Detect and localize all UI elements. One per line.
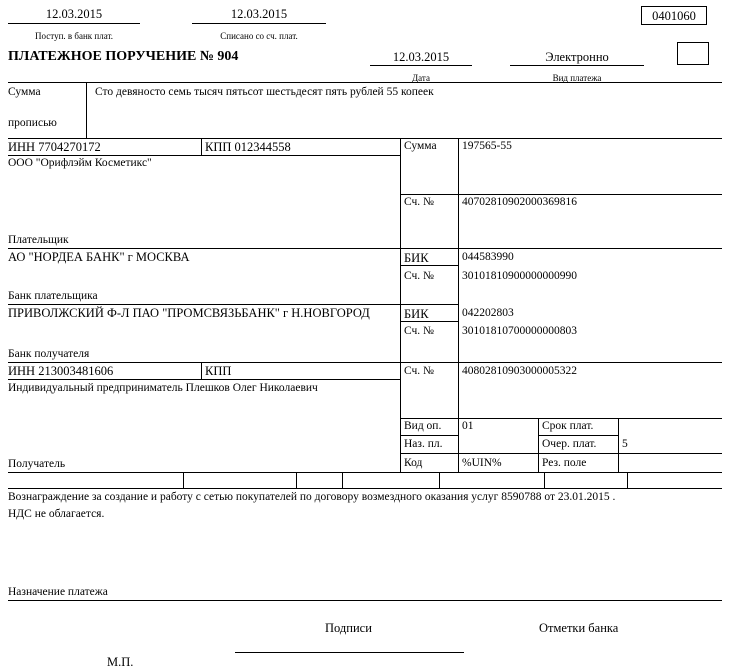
- received-date-label: Поступ. в банк плат.: [35, 31, 113, 41]
- payment-type-line: [510, 65, 644, 66]
- received-date: 12.03.2015: [45, 7, 103, 21]
- payer-bank-account-label: Сч. №: [404, 270, 435, 282]
- tax-field-divider-3: [342, 472, 343, 488]
- recipient-bank-account: 30101810700000000803: [462, 325, 577, 337]
- operation-divider-2: [618, 418, 619, 472]
- payment-type-label: Вид платежа: [552, 73, 602, 83]
- main-vertical-2: [458, 138, 459, 472]
- operation-row-line-3: [400, 453, 722, 454]
- sum-label: Сумма: [404, 140, 437, 152]
- recipient-bank-bik: 042202803: [462, 307, 514, 319]
- sum-value: 197565-55: [462, 140, 512, 152]
- operation-row-line-1: [400, 435, 458, 436]
- recipient-bank-account-label: Сч. №: [404, 325, 435, 337]
- debited-date: 12.03.2015: [230, 7, 288, 21]
- amount-words-label-1: Сумма: [8, 86, 41, 98]
- payer-kpp: КПП 012344558: [205, 140, 291, 154]
- recipient-bank-label: Банк получателя: [8, 348, 90, 360]
- payer-inn-kpp-divider: [201, 138, 202, 155]
- amount-words-label-2: прописью: [8, 117, 57, 129]
- payer-name: ООО "Орифлэйм Косметикс": [8, 157, 152, 169]
- recipient-bank-name: ПРИВОЛЖСКИЙ Ф-Л ПАО "ПРОМСВЯЗЬБАНК" г Н.НОВГОРОД: [8, 306, 370, 320]
- tax-field-divider-2: [296, 472, 297, 488]
- payer-bank-account: 30101810900000000990: [462, 270, 577, 282]
- debited-date-label: Списано со сч. плат.: [220, 31, 298, 41]
- recipient-label: Получатель: [8, 458, 66, 470]
- empty-code-box: [677, 42, 709, 65]
- payer-bank-name: АО "НОРДЕА БАНК" г МОСКВА: [8, 250, 190, 264]
- payer-bottom-line: [8, 248, 722, 249]
- sum-bottom-line: [400, 194, 722, 195]
- recipient-inn-kpp-divider: [201, 362, 202, 379]
- vid-op-value: 01: [462, 420, 474, 432]
- vid-op-label: Вид оп.: [404, 420, 442, 432]
- received-date-line: [8, 23, 140, 24]
- ocher-plat-value: 5: [622, 438, 628, 450]
- purpose-bottom-line: [8, 600, 722, 601]
- recipient-name: Индивидуальный предприниматель Плешков Олег Николаевич: [8, 382, 318, 394]
- tax-field-divider-5: [544, 472, 545, 488]
- payer-account-label: Сч. №: [404, 196, 435, 208]
- bank-marks-label: Отметки банка: [539, 621, 619, 635]
- payer-bank-bik-line: [400, 265, 458, 266]
- stamp-label: М.П.: [107, 655, 134, 669]
- payment-type: Электронно: [545, 50, 609, 64]
- payer-bank-bottom-line: [8, 304, 458, 305]
- tax-field-divider-1: [183, 472, 184, 488]
- recipient-bank-bik-label: БИК: [404, 307, 429, 321]
- purpose-label: Назначение платежа: [8, 586, 108, 598]
- payer-top-line: [8, 138, 722, 139]
- recipient-bank-bottom-line: [8, 362, 722, 363]
- tax-field-divider-4: [439, 472, 440, 488]
- form-code: 0401060: [652, 9, 696, 23]
- tax-field-divider-6: [627, 472, 628, 488]
- payer-bank-label: Банк плательщика: [8, 290, 98, 302]
- res-pole-label: Рез. поле: [542, 457, 587, 469]
- srok-plat-label: Срок плат.: [542, 420, 594, 432]
- recipient-bottom-line: [8, 472, 722, 473]
- tax-fields-bottom-line: [8, 488, 722, 489]
- document-date-label: Дата: [412, 73, 430, 83]
- purpose-text-2: НДС не облагается.: [8, 508, 105, 520]
- payer-bank-bik: 044583990: [462, 251, 514, 263]
- operation-divider-1: [538, 418, 539, 472]
- recipient-account: 40802810903000005322: [462, 365, 577, 377]
- recipient-inn: ИНН 213003481606: [8, 364, 114, 378]
- amount-words-value: Сто девяносто семь тысяч пятьсот шестьдесят пять рублей 55 копеек: [95, 86, 434, 98]
- recipient-bank-bik-line: [400, 321, 458, 322]
- page-title: ПЛАТЕЖНОЕ ПОРУЧЕНИЕ № 904: [8, 49, 239, 64]
- operation-top-line: [400, 418, 722, 419]
- recipient-kpp: КПП: [205, 364, 232, 378]
- payer-account: 40702810902000369816: [462, 196, 577, 208]
- document-date-line: [370, 65, 472, 66]
- payer-bank-bik-label: БИК: [404, 251, 429, 265]
- recipient-account-label: Сч. №: [404, 365, 435, 377]
- main-vertical-1: [400, 138, 401, 472]
- amount-top-line: [8, 82, 722, 83]
- naz-pl-label: Наз. пл.: [404, 438, 443, 450]
- operation-row-line-2: [538, 435, 618, 436]
- inn-kpp-bottom-line: [8, 155, 401, 156]
- payer-label: Плательщик: [8, 234, 69, 246]
- debited-date-line: [192, 23, 326, 24]
- kod-value: %UIN%: [462, 457, 502, 469]
- ocher-plat-label: Очер. плат.: [542, 438, 597, 450]
- recipient-inn-bottom-line: [8, 379, 401, 380]
- signatures-label: Подписи: [325, 621, 372, 635]
- signature-line: [235, 652, 464, 653]
- document-date: 12.03.2015: [392, 50, 450, 64]
- kod-label: Код: [404, 457, 423, 469]
- purpose-text-1: Вознаграждение за создание и работу с сетью покупателей по договору возмездного оказания услуг 8590788 от 23.01.2015 .: [8, 491, 616, 503]
- amount-divider: [86, 82, 87, 138]
- payer-inn: ИНН 7704270172: [8, 140, 101, 154]
